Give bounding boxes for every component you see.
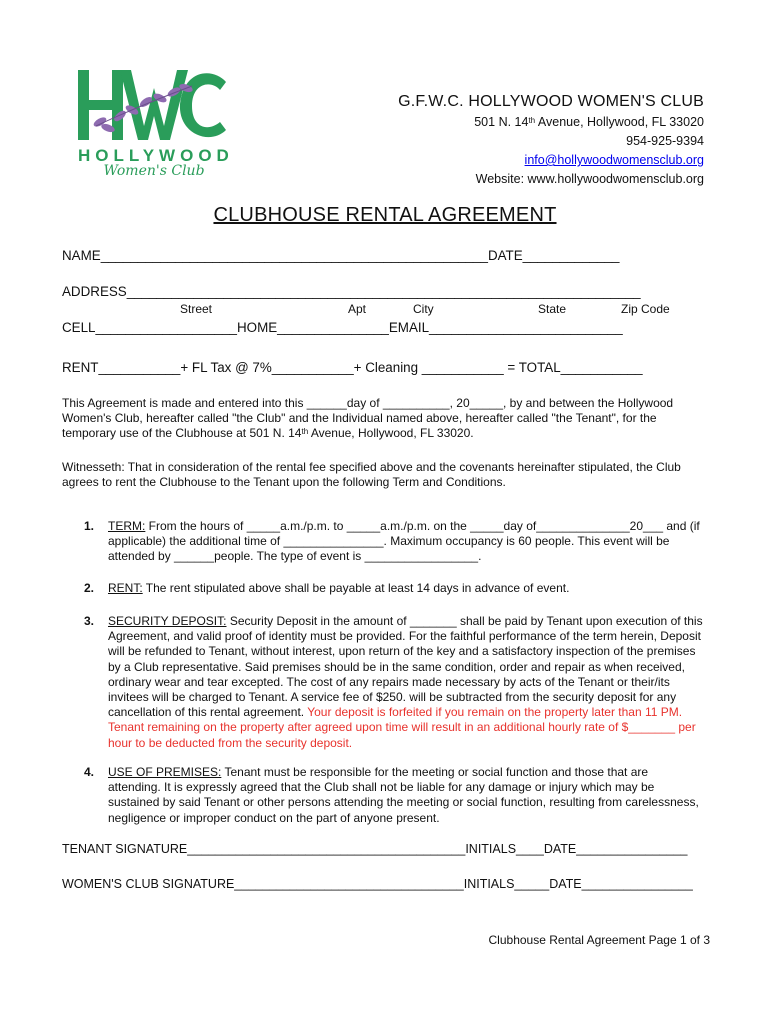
use-of-premises-clause	[84, 765, 704, 826]
deposit-forfeit-notice: Your deposit is forfeited if you remain on the property later than 11 PM. Tenant remaining on the property after agreed upon time will result in an additional hourly rate of $_______ per hour to be deducted from the security deposit.	[108, 705, 696, 750]
org-phone: 954-925-9394	[626, 134, 704, 148]
hwc-logo-mark	[74, 68, 230, 148]
street-label: Street	[180, 302, 213, 316]
clause-heading: SECURITY DEPOSIT:	[108, 614, 227, 628]
agreement-intro	[62, 396, 712, 442]
rent-clause	[84, 581, 704, 596]
address-part: 501 N. 14	[474, 115, 529, 129]
tenant-signature-line[interactable]: TENANT SIGNATURE________________________________________INITIALS____DATE________________	[62, 842, 688, 856]
witnesseth-paragraph: Witnesseth: That in consideration of the rental fee specified above and the covenants hereinafter stipulated, the Club agrees to rent the Clubhouse to the Tenant upon the following Term and Conditions.	[62, 460, 681, 490]
clause-text: From the hours of _____a.m./p.m. to _____a.m./p.m. on the _____day of______________20___ and (if applicable) the additional time of _______________. Maximum occupancy is 60 people. This event will be attended by ______people. The type of event is _________________.	[108, 519, 700, 564]
org-address	[304, 113, 704, 132]
intro-sup: th	[301, 427, 309, 437]
logo-town: HOLLYWOOD	[78, 146, 234, 165]
address-sup: th	[528, 116, 536, 125]
org-website: Website: www.hollywoodwomensclub.org	[475, 172, 704, 186]
address-rest: Avenue, Hollywood, FL 33020	[535, 115, 704, 129]
clause-heading: TERM:	[108, 519, 146, 533]
cell-home-email-field[interactable]: CELL___________________HOME_______________EMAIL__________________________	[62, 320, 623, 335]
clause-heading: RENT:	[108, 581, 143, 595]
name-date-field[interactable]: NAME____________________________________________________DATE_____________	[62, 248, 620, 263]
rent-total-field[interactable]: RENT___________+ FL Tax @ 7%___________+ Cleaning ___________ = TOTAL___________	[62, 360, 643, 375]
letterhead	[304, 93, 704, 189]
page-footer: Clubhouse Rental Agreement Page 1 of 3	[488, 933, 710, 947]
clause-text: Tenant must be responsible for the meeting or social function and those that are attending. It is expressly agreed that the Club shall not be liable for any damage or injury which may be sustained by said Tenant or other persons attending the meeting or social function, resulting from carelessness, negligence or improper conduct on the part of anyone present.	[108, 765, 699, 825]
org-name: G.F.W.C. HOLLYWOOD WOMEN'S CLUB	[398, 93, 704, 110]
clause-text: Security Deposit in the amount of _______ shall be paid by Tenant upon execution of this Agreement, and valid proof of identity must be provided. For the faithful performance of the term herein, Deposit will be refunded to Tenant, without interest, upon return of the key and a satisfactory inspection of the premises by a Club representative. Said premises should be in the same condition, order and repair as when received, ordinary wear and tear excepted. The cost of any repairs made necessary by acts of the Tenant or their/its invitees will be charged to Tenant. A service fee of $250. will be subtracted from the security deposit for any cancellation of this rental agreement.	[108, 614, 703, 720]
security-deposit-clause	[84, 614, 704, 751]
logo-tagline: Women's Club	[103, 163, 205, 179]
clause-number: 1.	[84, 519, 95, 533]
address-field[interactable]: ADDRESS_____________________________________________________________________	[62, 284, 641, 299]
club-signature-line[interactable]: WOMEN'S CLUB SIGNATURE_________________________________INITIALS_____DATE________________	[62, 877, 693, 891]
clause-number: 3.	[84, 614, 95, 628]
clause-heading: USE OF PREMISES:	[108, 765, 222, 779]
city-label: City	[413, 302, 434, 316]
term-clause	[84, 519, 704, 565]
clause-text: The rent stipulated above shall be payable at least 14 days in advance of event.	[142, 581, 570, 595]
intro-text: This Agreement is made and entered into this ______day of __________, 20_____, by and between the Hollywood Women's Club, hereafter called "the Club" and the Individual named above, hereafter called "the Tenant", for the temporary use of the Clubhouse at 501 N. 14	[62, 396, 674, 441]
document-title: CLUBHOUSE RENTAL AGREEMENT	[213, 204, 557, 226]
zip-label: Zip Code	[621, 302, 670, 316]
apt-label: Apt	[348, 302, 367, 316]
org-email-link[interactable]: info@hollywoodwomensclub.org	[524, 153, 704, 167]
clause-number: 4.	[84, 765, 95, 779]
clause-number: 2.	[84, 581, 95, 595]
state-label: State	[538, 302, 567, 316]
hwc-logo	[74, 62, 234, 182]
intro-text-end: Avenue, Hollywood, FL 33020.	[308, 426, 474, 441]
